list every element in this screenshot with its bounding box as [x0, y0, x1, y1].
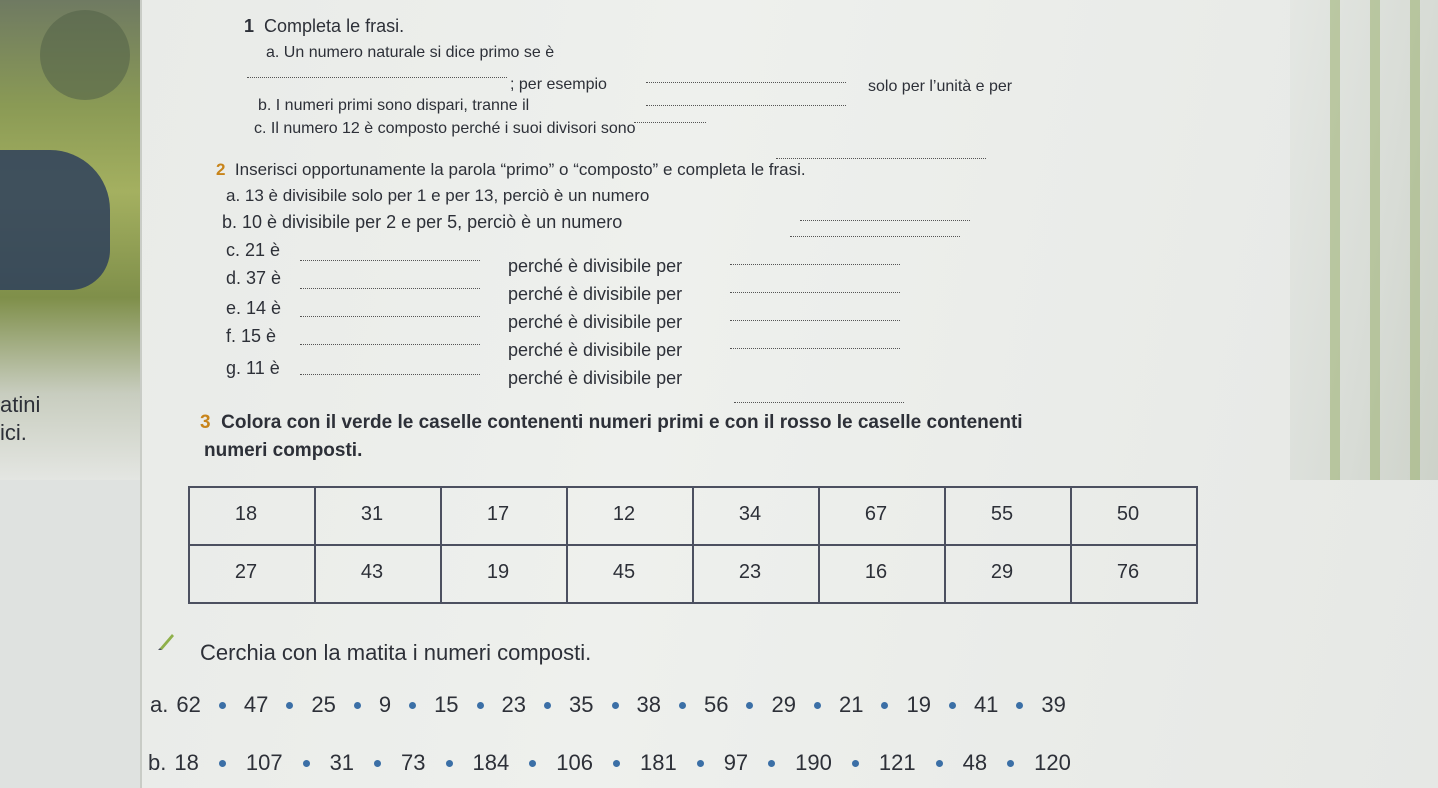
exercise-1a-example: ; per esempio: [510, 76, 607, 93]
grid-cell[interactable]: 29: [945, 545, 1071, 603]
exercise-1a-text: a. Un numero naturale si dice primo se è: [266, 44, 555, 61]
exercise-2e-tail: perché è divisibile per: [508, 312, 683, 332]
page-edge: [1290, 0, 1438, 480]
exercise-2f-lead: f. 15 è: [226, 326, 277, 346]
exercise-2e-blank-2[interactable]: [730, 308, 900, 326]
exercise-4b-sequence: [148, 750, 1071, 776]
grid-cell[interactable]: 17: [441, 487, 567, 545]
photo-foliage: [40, 10, 130, 100]
grid-cell[interactable]: 27: [189, 545, 315, 603]
exercise-2b-blank[interactable]: [790, 224, 960, 242]
exercise-4a-sequence: [150, 692, 1066, 718]
separator-dot: [374, 760, 381, 767]
separator-dot: [613, 760, 620, 767]
exercise-1c-blank[interactable]: [776, 146, 986, 164]
exercise-2g-blank-2[interactable]: [734, 390, 904, 408]
number-option[interactable]: 15: [434, 692, 459, 717]
number-option[interactable]: 181: [639, 750, 677, 775]
exercise-2g-tail: perché è divisibile per: [508, 368, 683, 388]
exercise-2d-blank-1[interactable]: [300, 276, 480, 294]
number-option[interactable]: 41: [973, 692, 999, 717]
exercise-4b-label: b.: [148, 750, 167, 775]
number-option[interactable]: 19: [906, 692, 931, 717]
number-option[interactable]: 47: [243, 692, 269, 717]
exercise-2-number: 2: [216, 160, 226, 179]
separator-dot: [446, 760, 453, 767]
separator-dot: [768, 760, 775, 767]
exercise-1-title: Completa le frasi.: [264, 16, 405, 36]
exercise-1b-text: b. I numeri primi sono dispari, tranne il: [258, 97, 530, 114]
separator-dot: [936, 760, 943, 767]
exercise-4-title: Cerchia con la matita i numeri composti.: [200, 640, 592, 665]
exercise-2c-tail: perché è divisibile per: [508, 256, 683, 276]
separator-dot: [1016, 702, 1023, 709]
grid-cell[interactable]: 50: [1071, 487, 1197, 545]
exercise-2-title: Inserisci opportunamente la parola “primo” o “composto” e completa le frasi.: [234, 160, 806, 179]
exercise-2c-blank-2[interactable]: [730, 252, 900, 270]
grid-cell[interactable]: 34: [693, 487, 819, 545]
number-option[interactable]: 97: [723, 750, 749, 775]
number-option[interactable]: 38: [636, 692, 661, 717]
separator-dot: [852, 760, 859, 767]
exercise-2g-lead: g. 11 è: [226, 358, 280, 378]
exercise-2e-blank-1[interactable]: [300, 304, 480, 322]
exercise-2d-lead: d. 37 è: [226, 268, 282, 288]
number-option[interactable]: 48: [962, 750, 988, 775]
exercise-4a-label: a.: [150, 692, 169, 717]
number-option[interactable]: 29: [771, 692, 796, 717]
exercise-2f-blank-2[interactable]: [730, 336, 900, 354]
separator-dot: [354, 702, 361, 709]
margin-fragment-1: atini: [0, 392, 41, 417]
grid-cell[interactable]: 16: [819, 545, 945, 603]
exercise-3-title-2: numeri composti.: [204, 440, 363, 461]
exercise-2c-blank-1[interactable]: [300, 248, 480, 266]
separator-dot: [219, 702, 226, 709]
exercise-2a-text: a. 13 è divisibile solo per 1 e per 13, perciò è un numero: [226, 186, 650, 205]
number-option[interactable]: 62: [176, 692, 201, 717]
number-option[interactable]: 23: [501, 692, 527, 717]
exercise-2g-blank-1[interactable]: [300, 362, 480, 380]
separator-dot: [286, 702, 293, 709]
exercise-1c-text: c. Il numero 12 è composto perché i suoi divisori sono: [254, 120, 636, 137]
number-option[interactable]: 120: [1034, 750, 1071, 775]
separator-dot: [746, 702, 753, 709]
number-option[interactable]: 73: [401, 750, 426, 775]
number-option[interactable]: 9: [378, 692, 392, 717]
number-grid: [188, 486, 1198, 604]
number-option[interactable]: 21: [838, 692, 864, 717]
grid-cell[interactable]: 31: [315, 487, 441, 545]
number-option[interactable]: 121: [878, 750, 916, 775]
exercise-1-heading: [244, 16, 404, 37]
grid-cell[interactable]: 23: [693, 545, 819, 603]
separator-dot: [529, 760, 536, 767]
number-option[interactable]: 106: [556, 750, 593, 775]
separator-dot: [814, 702, 821, 709]
grid-cell[interactable]: 43: [315, 545, 441, 603]
exercise-3-title-1: Colora con il verde le caselle contenenti numeri primi e con il rosso le caselle contenenti: [221, 412, 1023, 433]
grid-cell[interactable]: 19: [441, 545, 567, 603]
separator-dot: [949, 702, 956, 709]
grid-cell[interactable]: 18: [189, 487, 315, 545]
grid-cell[interactable]: 55: [945, 487, 1071, 545]
grid-row: [189, 545, 1197, 603]
exercise-2c-lead: c. 21 è: [226, 240, 281, 260]
separator-dot: [477, 702, 484, 709]
separator-dot: [679, 702, 686, 709]
exercise-2e-lead: e. 14 è: [226, 298, 282, 318]
exercise-2d-blank-2[interactable]: [730, 280, 900, 298]
photo-figure: [0, 150, 110, 290]
exercise-1a-blank[interactable]: [247, 65, 507, 83]
margin-fragment-2: ici.: [0, 420, 27, 445]
separator-dot: [612, 702, 619, 709]
number-option[interactable]: 25: [311, 692, 336, 717]
number-option[interactable]: 39: [1041, 692, 1066, 717]
grid-cell[interactable]: 67: [819, 487, 945, 545]
separator-dot: [219, 760, 226, 767]
exercise-2f-blank-1[interactable]: [300, 332, 480, 350]
exercise-2f-tail: perché è divisibile per: [508, 340, 683, 360]
exercise-3-number: 3: [200, 412, 211, 433]
separator-dot: [409, 702, 416, 709]
separator-dot: [881, 702, 888, 709]
exercise-2d-tail: perché è divisibile per: [508, 284, 683, 304]
exercise-1a-blank-2[interactable]: [646, 70, 846, 88]
grid-cell[interactable]: 76: [1071, 545, 1197, 603]
exercise-2b-text: b. 10 è divisibile per 2 e per 5, perciò è un numero: [222, 212, 623, 232]
exercise-1a-blank-3[interactable]: [646, 93, 846, 111]
number-option[interactable]: 31: [329, 750, 355, 775]
grid-cell[interactable]: 45: [567, 545, 693, 603]
grid-cell[interactable]: 12: [567, 487, 693, 545]
number-option[interactable]: 107: [245, 750, 283, 775]
exercise-1a-text-2: solo per l’unità e per: [868, 78, 1013, 95]
grid-row: [189, 487, 1197, 545]
separator-dot: [544, 702, 551, 709]
exercise-2-heading: [216, 160, 806, 180]
number-option[interactable]: 56: [704, 692, 729, 717]
separator-dot: [303, 760, 310, 767]
number-option[interactable]: 35: [569, 692, 594, 717]
exercise-3-heading: [200, 412, 1023, 434]
exercise-1b-blank[interactable]: [634, 110, 706, 128]
number-option[interactable]: 184: [472, 750, 510, 775]
exercise-1-number: 1: [244, 16, 255, 36]
number-option[interactable]: 190: [795, 750, 832, 775]
number-option[interactable]: 18: [174, 750, 199, 775]
separator-dot: [1007, 760, 1014, 767]
pencil-icon: [158, 630, 174, 650]
separator-dot: [697, 760, 704, 767]
